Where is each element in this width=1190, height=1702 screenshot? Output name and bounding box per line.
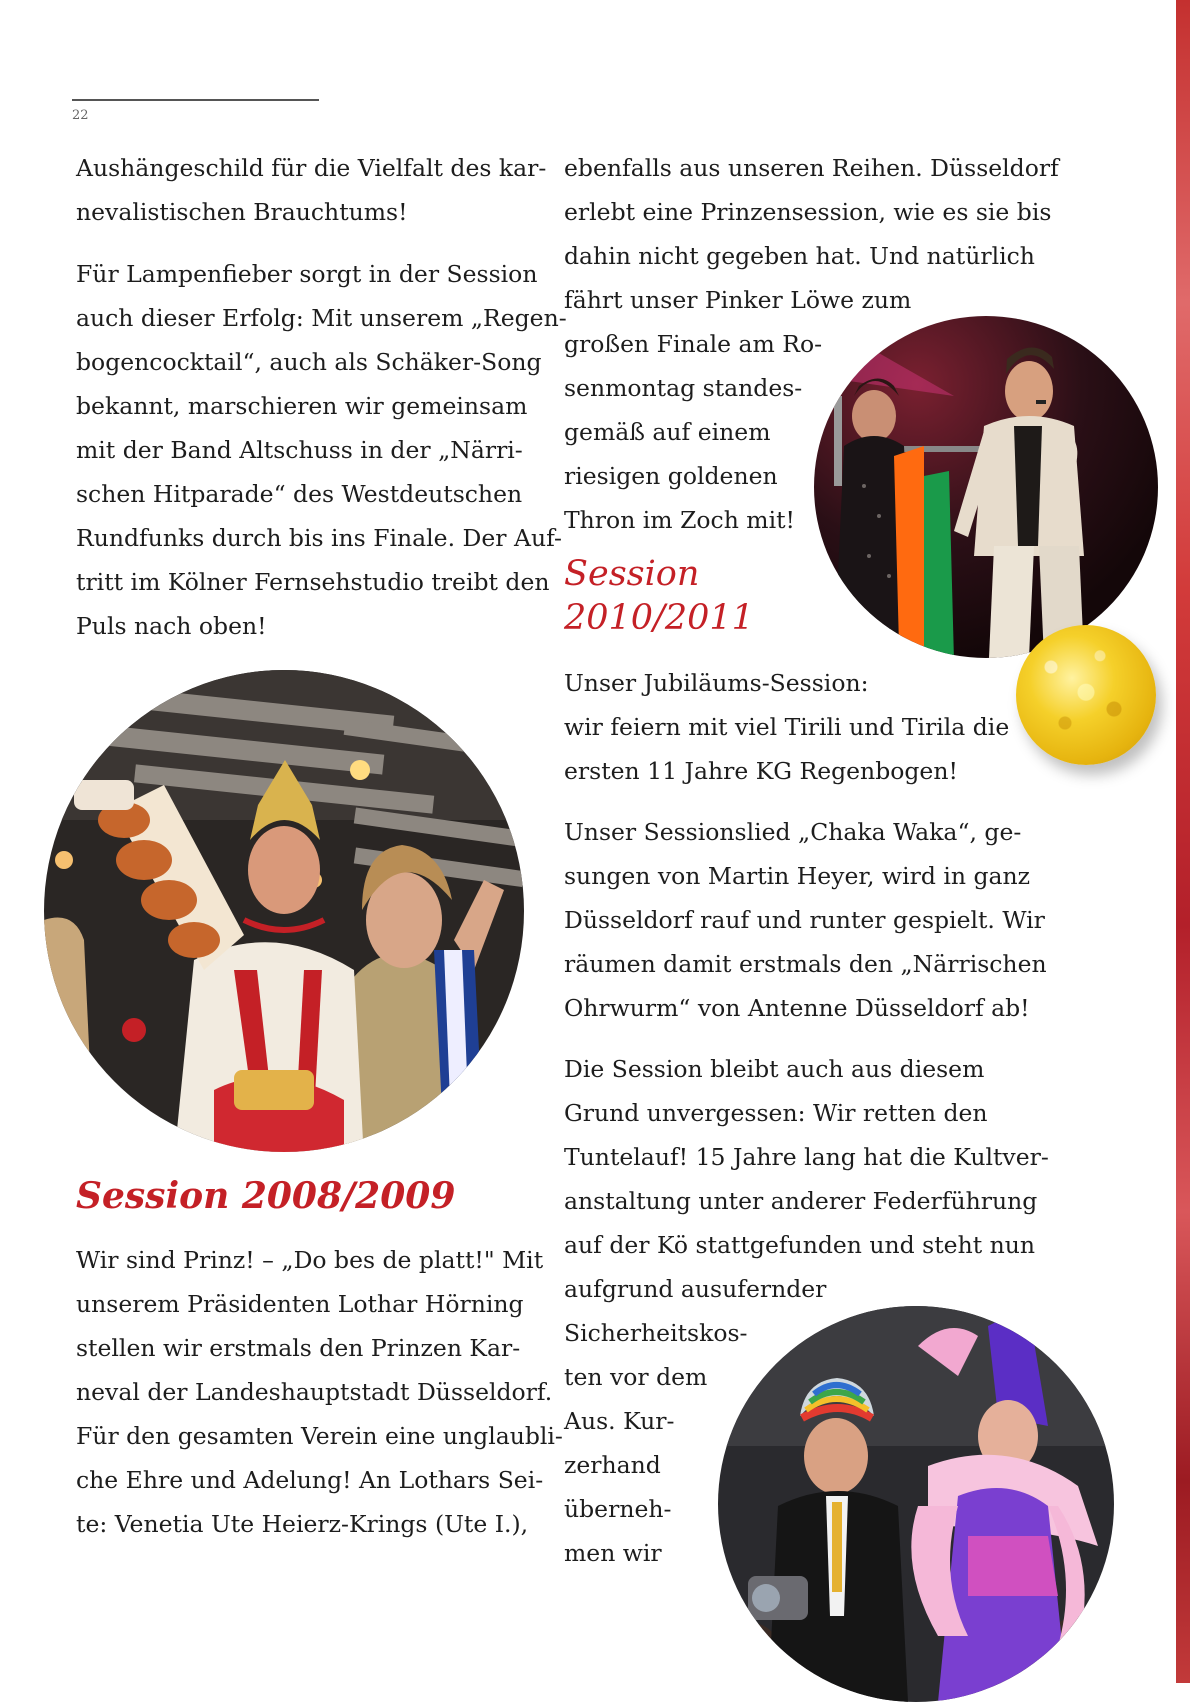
left-para-3 <box>76 1238 563 1546</box>
text-line: bekannt, marschieren wir gemeinsam <box>76 392 528 420</box>
left-para-2 <box>76 252 567 648</box>
text-line: großen Finale am Ro- <box>564 330 823 358</box>
yellow-pompom-decoration <box>1016 625 1156 765</box>
heading-line: 2010/2011 <box>564 598 754 638</box>
text-line: Aushängeschild für die Vielfalt des kar- <box>76 154 547 182</box>
tuntelauf-costume-photo <box>718 1306 1114 1702</box>
left-para-1 <box>76 146 546 234</box>
text-line: bogencocktail“, auch als Schäker-Song <box>76 348 542 376</box>
text-line: stellen wir erstmals den Prinzen Kar- <box>76 1334 521 1362</box>
text-line: Sicherheitskos- <box>564 1319 748 1347</box>
text-line: sungen von Martin Heyer, wird in ganz <box>564 862 1031 890</box>
text-line: zerhand <box>564 1451 661 1479</box>
text-line: Thron im Zoch mit! <box>564 506 795 534</box>
text-line: aufgrund ausufernder <box>564 1275 827 1303</box>
text-line: gemäß auf einem <box>564 418 771 446</box>
text-line: auch dieser Erfolg: Mit unserem „Regen- <box>76 304 567 332</box>
text-line: ten vor dem <box>564 1363 708 1391</box>
text-line: Für Lampenfieber sorgt in der Session <box>76 260 538 288</box>
text-line: Unser Jubiläums-Session: <box>564 669 869 697</box>
text-line: räumen damit erstmals den „Närrischen <box>564 950 1047 978</box>
section-heading-2008-2009: Session 2008/2009 <box>76 1175 456 1217</box>
text-line: Grund unvergessen: Wir retten den <box>564 1099 988 1127</box>
text-line: Ohrwurm“ von Antenne Düsseldorf ab! <box>564 994 1030 1022</box>
text-line: wir feiern mit viel Tirili und Tirila die <box>564 713 1010 741</box>
prince-carnival-photo <box>44 670 524 1152</box>
text-line: ebenfalls aus unseren Reihen. Düsseldorf <box>564 154 1059 182</box>
section-heading-2010-2011 <box>564 552 754 640</box>
heading-line: Session <box>564 554 700 594</box>
text-line: nevalistischen Brauchtums! <box>76 198 408 226</box>
text-line: Wir sind Prinz! – „Do bes de platt!" Mit <box>76 1246 544 1274</box>
text-line: auf der Kö stattgefunden und steht nun <box>564 1231 1036 1259</box>
text-line: Puls nach oben! <box>76 612 267 640</box>
decorative-edge-strip <box>1176 0 1190 1683</box>
text-line: te: Venetia Ute Heierz-Krings (Ute I.), <box>76 1510 529 1538</box>
text-line: men wir <box>564 1539 662 1567</box>
text-line: schen Hitparade“ des Westdeutschen <box>76 480 523 508</box>
text-line: Die Session bleibt auch aus diesem <box>564 1055 985 1083</box>
text-line: riesigen goldenen <box>564 462 778 490</box>
text-line: tritt im Kölner Fernsehstudio treibt den <box>76 568 550 596</box>
text-line: che Ehre und Adelung! An Lothars Sei- <box>76 1466 544 1494</box>
right-para-2 <box>564 661 1009 793</box>
text-line: fährt unser Pinker Löwe zum <box>564 286 912 314</box>
text-line: unserem Präsidenten Lothar Hörning <box>76 1290 524 1318</box>
text-line: ersten 11 Jahre KG Regenbogen! <box>564 757 958 785</box>
page-number: 22 <box>72 108 89 123</box>
text-line: Für den gesamten Verein eine unglaubli- <box>76 1422 563 1450</box>
text-line: anstaltung unter anderer Federführung <box>564 1187 1038 1215</box>
text-line: überneh- <box>564 1495 672 1523</box>
text-line: mit der Band Altschuss in der „Närri- <box>76 436 523 464</box>
text-line: neval der Landeshauptstadt Düsseldorf. <box>76 1378 553 1406</box>
text-line: Unser Sessionslied „Chaka Waka“, ge- <box>564 818 1022 846</box>
text-line: erlebt eine Prinzensession, wie es sie bis <box>564 198 1052 226</box>
text-line: Düsseldorf rauf und runter gespielt. Wir <box>564 906 1045 934</box>
text-line: Aus. Kur- <box>564 1407 675 1435</box>
text-line: dahin nicht gegeben hat. Und natürlich <box>564 242 1035 270</box>
text-line: senmontag standes- <box>564 374 803 402</box>
right-para-3 <box>564 810 1047 1030</box>
text-line: Rundfunks durch bis ins Finale. Der Auf- <box>76 524 562 552</box>
header-rule <box>72 99 319 101</box>
text-line: Tuntelauf! 15 Jahre lang hat die Kultver- <box>564 1143 1049 1171</box>
singer-stage-photo <box>814 316 1158 658</box>
